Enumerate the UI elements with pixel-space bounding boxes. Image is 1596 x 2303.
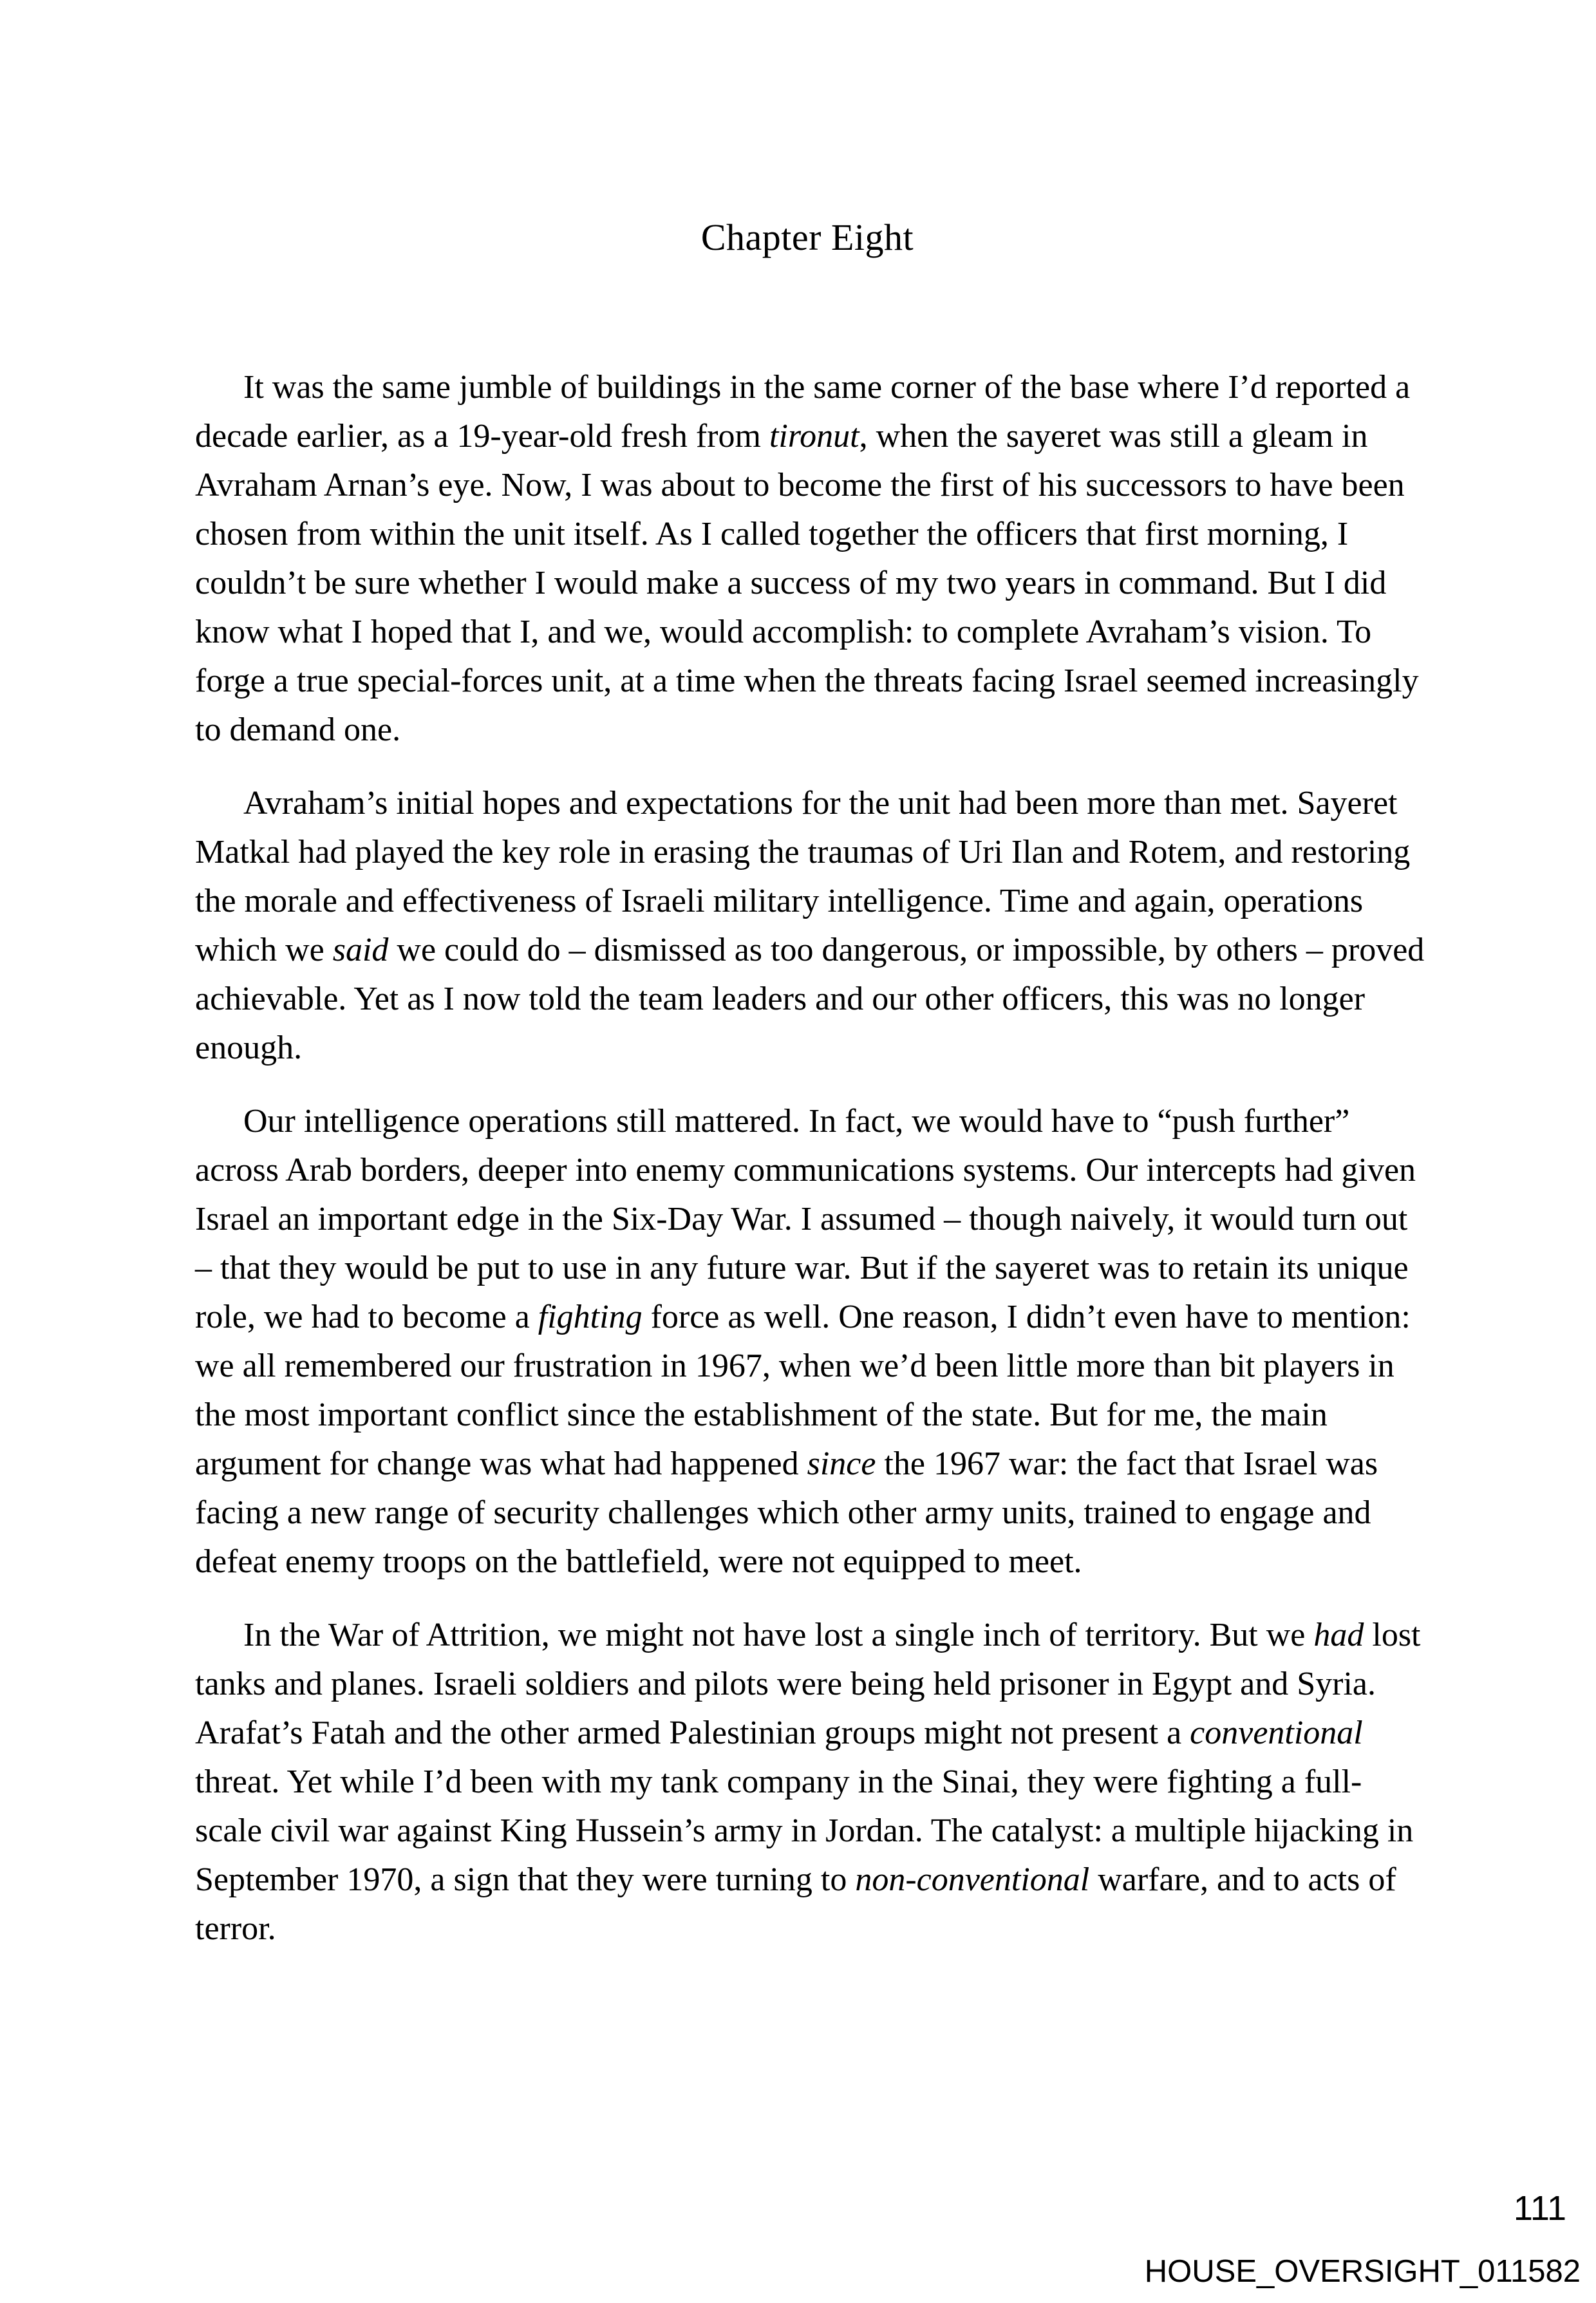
text-run: It was the same jumble of buildings in the same corner of the base where I’d reported a decade earlier, as a 19-year-old fresh from [195, 369, 1411, 455]
italic-text-run: fighting [538, 1299, 643, 1335]
paragraph [195, 1097, 1425, 1586]
page-number: 111 [1513, 2189, 1566, 2228]
paragraph [195, 1611, 1425, 1953]
text-run: Our intelligence operations still mattered. In fact, we would have to “push further” across Arab borders, deeper into enemy communications systems. Our intercepts had given Israel an important edge in the Six-Day War. I assumed – though naively, it would turn out – that they would be put to use in any future war. But if the sayeret was to retain its unique role, we had to become a [195, 1103, 1416, 1335]
text-run: warfare, and to acts of terror. [195, 1861, 1396, 1947]
paragraph [195, 363, 1425, 755]
italic-text-run: had [1313, 1617, 1364, 1653]
text-run: In the War of Attrition, we might not have lost a single inch of territory. But we [243, 1617, 1314, 1653]
paragraph [195, 779, 1425, 1073]
text-run: threat. Yet while I’d been with my tank company in the Sinai, they were fighting a full-scale civil war against King Hussein’s army in Jordan. The catalyst: a multiple hijacking in September 1970, a sign that they were turning to [195, 1763, 1414, 1898]
text-run: , when the sayeret was still a gleam in Avraham Arnan’s eye. Now, I was about to become the first of his successors to have been chosen from within the unit itself. As I called together the officers that first morning, I couldn’t be sure whether I would make a success of my two years in command. But I did know what I hoped that I, and we, would accomplish: to complete Avraham’s vision. To forge a true special-forces unit, at a time when the threats facing Israel seemed increasingly to demand one. [195, 418, 1419, 748]
text-run: Avraham’s initial hopes and expectations for the unit had been more than met. Sayeret Matkal had played the key role in erasing the traumas of Uri Ilan and Rotem, and restoring the morale and effectiveness of Israeli military intelligence. Time and again, operations which we [195, 785, 1411, 968]
text-run: we could do – dismissed as too dangerous, or impossible, by others – proved achievable. Yet as I now told the team leaders and our other officers, this was no longer enough. [195, 932, 1425, 1066]
body-text [195, 363, 1425, 1953]
bates-stamp: HOUSE_OVERSIGHT_011582 [1144, 2254, 1581, 2289]
text-run: lost tanks and planes. Israeli soldiers and pilots were being held prisoner in Egypt and Syria. Arafat’s Fatah and the other armed Palestinian groups might not present a [195, 1617, 1421, 1751]
text-run: the 1967 war: the fact that Israel was facing a new range of security challenges which other army units, trained to engage and defeat enemy troops on the battlefield, were not equipped to meet. [195, 1445, 1378, 1580]
italic-text-run: conventional [1190, 1715, 1363, 1751]
italic-text-run: since [807, 1445, 876, 1482]
italic-text-run: non-conventional [855, 1861, 1090, 1898]
chapter-title: Chapter Eight [700, 216, 914, 258]
italic-text-run: said [332, 932, 389, 968]
italic-text-run: tironut [769, 418, 859, 455]
text-run: force as well. One reason, I didn’t even have to mention: we all remembered our frustration in 1967, when we’d been little more than bit players in the most important conflict since the establishment of the state. But for me, the main argument for change was what had happened [195, 1299, 1411, 1482]
